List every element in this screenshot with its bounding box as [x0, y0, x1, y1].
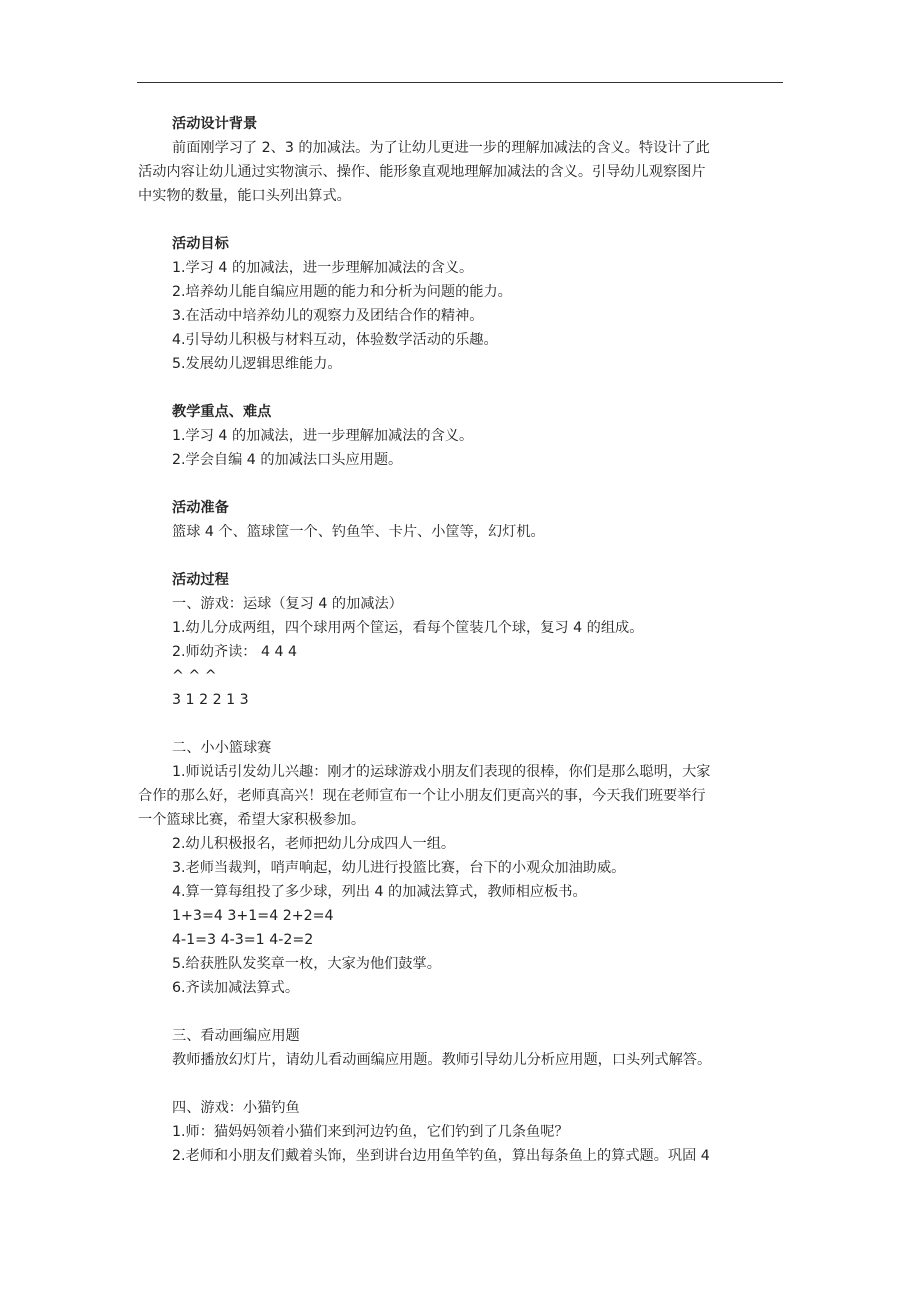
part2-item: 3.老师当裁判，哨声响起，幼儿进行投篮比赛，台下的小观众加油助威。: [172, 860, 626, 876]
part1-item: 2.师幼齐读： 4 4 4: [172, 644, 298, 660]
key-point-item: 2.学会自编 4 的加减法口头应用题。: [172, 452, 403, 468]
part2-item: 4.算一算每组投了多少球，列出 4 的加减法算式，教师相应板书。: [172, 884, 587, 900]
part1-item: 1.幼儿分成两组，四个球用两个筐运，看每个筐装几个球，复习 4 的组成。: [172, 620, 644, 636]
part2-item1-line: 1.师说话引发幼儿兴趣：刚才的运球游戏小朋友们表现的很棒，你们是那么聪明，大家: [172, 764, 711, 780]
preparation-heading: 活动准备: [172, 500, 229, 516]
formula-subtraction: 4-1=3 4-3=1 4-2=2: [172, 932, 314, 948]
part2-item1-line: 合作的那么好，老师真高兴！现在老师宣布一个让小朋友们更高兴的事，今天我们班要举行: [138, 788, 706, 804]
part3-text: 教师播放幻灯片，请幼儿看动画编应用题。教师引导幼儿分析应用题，口头列式解答。: [172, 1052, 712, 1068]
goal-item: 1.学习 4 的加减法，进一步理解加减法的含义。: [172, 260, 474, 276]
goals-heading: 活动目标: [172, 236, 229, 252]
part1-digits: 3 1 2 2 1 3: [172, 692, 249, 708]
key-point-item: 1.学习 4 的加减法，进一步理解加减法的含义。: [172, 428, 474, 444]
part2-title: 二、小小篮球赛: [172, 740, 272, 756]
preparation-text: 篮球 4 个、篮球筐一个、钓鱼竿、卡片、小筐等，幻灯机。: [172, 524, 545, 540]
background-heading: 活动设计背景: [172, 116, 258, 132]
background-line-2: 活动内容让幼儿通过实物演示、操作、能形象直观地理解加减法的含义。引导幼儿观察图片: [138, 164, 706, 180]
part4-title: 四、游戏：小猫钓鱼: [172, 1100, 300, 1116]
goal-item: 3.在活动中培养幼儿的观察力及团结合作的精神。: [172, 308, 484, 324]
background-line-3: 中实物的数量，能口头列出算式。: [138, 188, 351, 204]
part2-item: 5.给获胜队发奖章一枚，大家为他们鼓掌。: [172, 956, 441, 972]
part2-item1-line: 一个篮球比赛，希望大家积极参加。: [138, 812, 366, 828]
goal-item: 2.培养幼儿能自编应用题的能力和分析为问题的能力。: [172, 284, 512, 300]
process-heading: 活动过程: [172, 572, 229, 588]
background-line-1: 前面刚学习了 2、3 的加减法。为了让幼儿更进一步的理解加减法的含义。特设计了此: [172, 140, 710, 156]
key-points-heading: 教学重点、难点: [172, 404, 272, 420]
header-rule: [137, 82, 783, 83]
goal-item: 5.发展幼儿逻辑思维能力。: [172, 356, 342, 372]
part1-carets: ^ ^ ^: [172, 668, 217, 684]
part2-item: 6.齐读加减法算式。: [172, 980, 300, 996]
part3-title: 三、看动画编应用题: [172, 1028, 300, 1044]
goal-item: 4.引导幼儿积极与材料互动，体验数学活动的乐趣。: [172, 332, 498, 348]
formula-addition: 1+3=4 3+1=4 2+2=4: [172, 908, 334, 924]
part4-item: 1.师：猫妈妈领着小猫们来到河边钓鱼，它们钓到了几条鱼呢？: [172, 1124, 569, 1140]
part4-item: 2.老师和小朋友们戴着头饰，坐到讲台边用鱼竿钓鱼，算出每条鱼上的算式题。巩固 4: [172, 1148, 710, 1164]
part1-title: 一、游戏：运球（复习 4 的加减法）: [172, 596, 403, 612]
part2-item: 2.幼儿积极报名，老师把幼儿分成四人一组。: [172, 836, 456, 852]
